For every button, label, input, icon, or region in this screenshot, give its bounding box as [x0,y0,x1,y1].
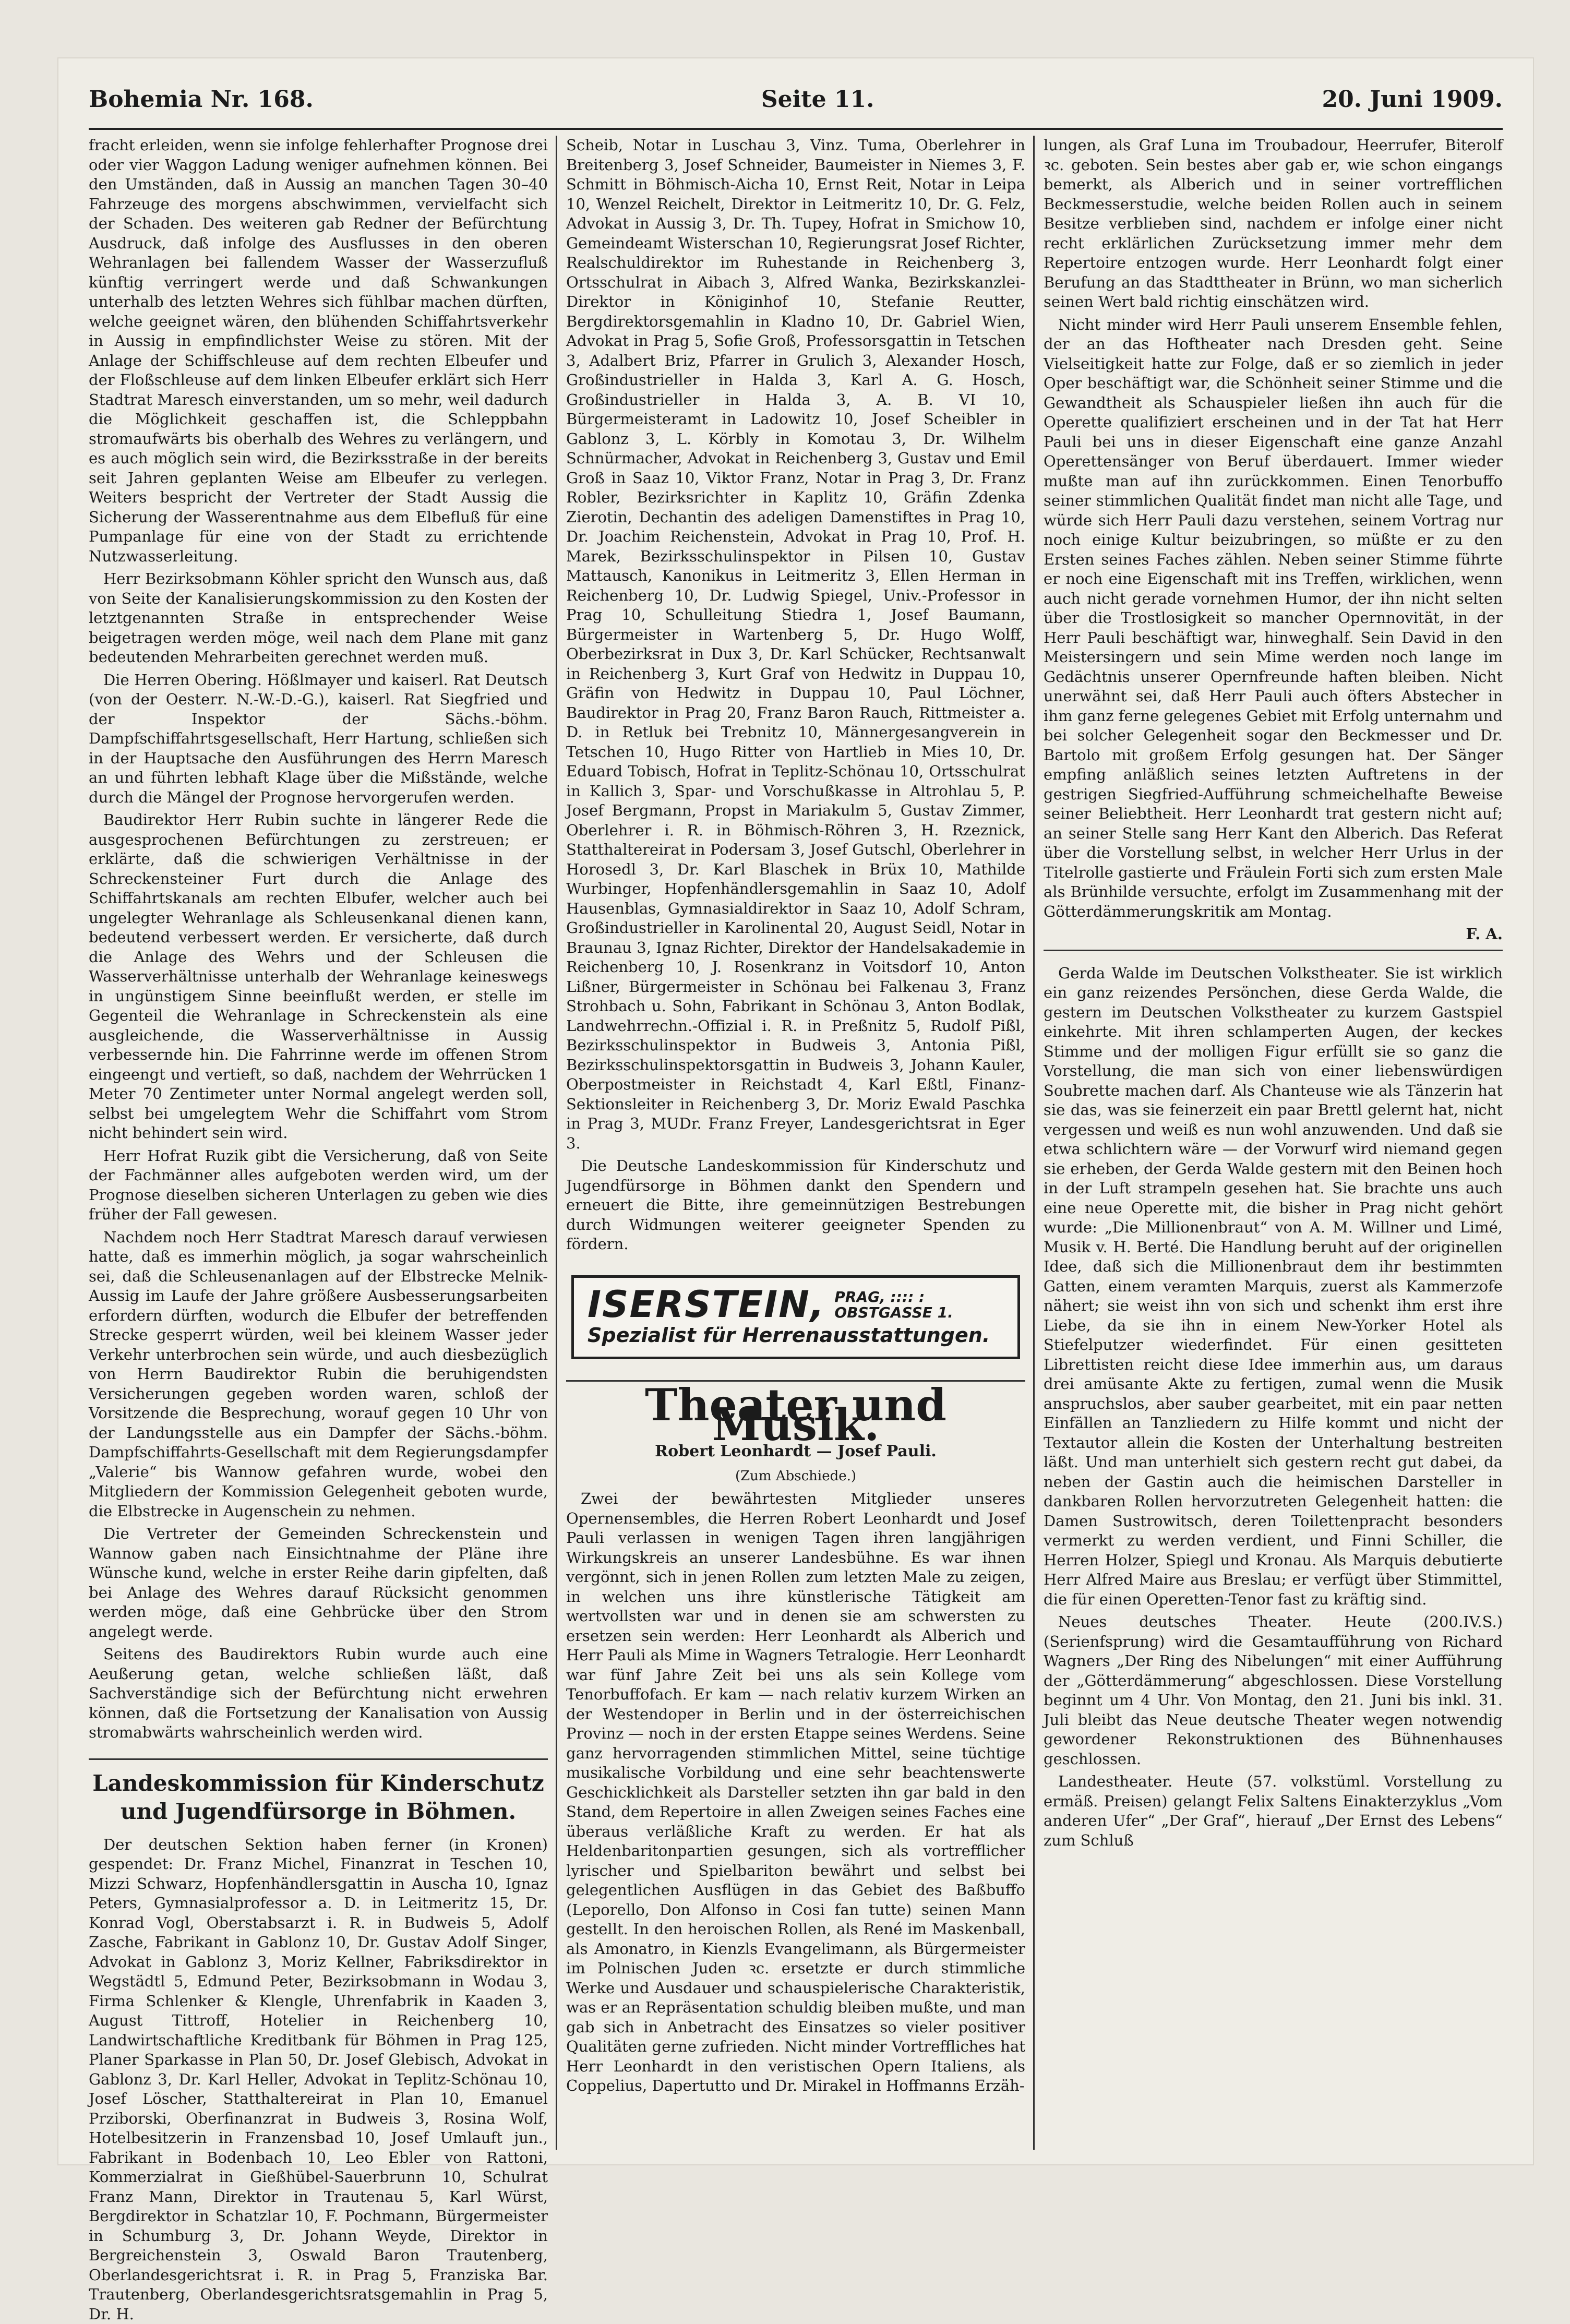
column-1 [89,136,548,2150]
header-rule [89,128,1503,130]
article-paragraph: Neues deutsches Theater. Heute (200.IV.S.) (Serienfsprung) wird die Gesamtaufführung von Richard Wagners „Der Ring des Nibelungen“ mit einer Aufführung der „Götterdämmerung“ abgeschlossen. Diese Vorstellung beginnt um 4 Uhr. Von Montag, den 21. Juni bis inkl. 31. Juli bleibt das Neue deutsche Theater wegen notwendig gewordener Rekonstruktionen des Bühnenhauses geschlossen. [1044,1612,1503,1769]
article-paragraph: Zwei der bewährtesten Mitglieder unseres Opernensembles, die Herren Robert Leonhardt und Josef Pauli verlassen in wenigen Tagen ihren langjährigen Wirkungskreis an unserer Landesbühne. Es war ihnen vergönnt, sich in jenen Rollen zum letzten Male zu zeigen, in welchen uns ihre künstlerische Tätigkeit am wertvollsten war und in denen sie am schwersten zu ersetzen sein werden: Herr Leonhardt als Alberich und Herr Pauli als Mime in Wagners Tetralogie. Herr Leonhardt war fünf Jahre Zeit bei uns als sein Kollege vom Tenorbuffofach. Er kam — nach relativ kurzem Wirken an der Westendoper in Berlin und in der österreichischen Provinz — noch in der ersten Etappe seines Werdens. Seine ganz hervorragenden stimmlichen Mittel, seine tüchtige musikalische Vorbildung und eine sehr beachtenswerte Geschicklichkeit als Darsteller setzten ihn gar bald in den Stand, dem Repertoire in allen Zweigen seines Faches eine überaus verläßliche Kraft zu werden. Er hat als Heldenbaritonpartien gesungen, sich als vortrefflicher lyrischer und Spielbariton bewährt und selbst bei gelegentlichen Ausflügen in das Gebiet des Baßbuffo (Leporello, Don Alfonso in Cosi fan tutte) seinen Mann gestellt. In den heroischen Rollen, als René im Maskenball, als Amonatro, in Kienzls Evangelimann, als Bürgermeister im Polnischen Juden ꝛc. ersetzte er durch stimmliche Werke und Ausdauer und schauspielerische Charakteristik, was er an Repräsentation schuldig bleiben mußte, und man gab sich in Anbetracht des Einsatzes so vieler positiver Qualitäten gerne zufrieden. Nicht minder Vortreffliches hat Herr Leonhardt in den veristischen Opern Italiens, als Coppelius, Dapertutto und Dr. Mirakel in Hoffmanns Erzäh- [566,1489,1025,2096]
article-paragraph: Baudirektor Herr Rubin suchte in längerer Rede die ausgesprochenen Befürchtungen zu zerstreuen; er erklärte, daß die schwierigen Verhältnisse in der Schreckensteiner Furt durch die Anlage des Schiffahrtskanals am rechten Elbufer, welcher auch bei ungelegter Wehranlage als Schleusenkanal dienen kann, bedeutend verbessert werden. Er versicherte, daß durch die Anlage des Wehrs und der Schleusen die Wasserverhältnisse unterhalb der Wehranlage keineswegs in ungünstigem Sinne beeinflußt werden, er stelle im Gegenteil die Wehranlage in Schreckenstein als eine ausgleichende, die Wasserverhältnisse in Aussig verbessernde hin. Die Fahrrinne werde im offenen Strom eingeengt und vertieft, so daß, nachdem der Wehrrücken 1 Meter 70 Zentimeter unter Normal angelegt werden soll, selbst bei umgelegtem Wehr die Schiffahrt vom Strom nicht behindert sein wird. [89,810,548,1143]
article-paragraph: lungen, als Graf Luna im Troubadour, Heerrufer, Biterolf ꝛc. geboten. Sein bestes aber gab er, wie schon eingangs bemerkt, als Alberich und in seiner vortrefflichen Beckmesserstudie, welche beiden Rollen auch in seinem Besitze verblieben sind, nachdem er infolge einer nicht recht erklärlichen Zurücksetzung immer mehr dem Repertoire entzogen wurde. Herr Leonhardt folgt einer Berufung an das Stadttheater in Brünn, wo man sicherlich seinen Wert bald richtig einschätzen wird. [1044,136,1503,312]
ad-company-name: ISERSTEIN, [588,1295,825,1315]
article-paragraph: Die Herren Obering. Hößlmayer und kaiserl. Rat Deutsch (von der Oesterr. N.-W.-D.-G.), kaiserl. Rat Siegfried und der Inspektor der Sächs.-böhm. Dampfschiffahrtsgesellschaft, Herr Hartung, schließen sich in der Hauptsache den Ausführungen des Herrn Maresch an und führten lebhaft Klage über die Mißstände, welche durch die Mängel der Prognose hervorgerufen werden. [89,670,548,808]
column-3 [1044,136,1503,2150]
ad-location-line1: PRAG, :::: : [834,1288,925,1305]
donation-list: Der deutschen Sektion haben ferner (in Kronen) gespendet: Dr. Franz Michel, Finanzrat in Teschen 10, Mizzi Schwarz, Hopfenhändlersgattin in Auscha 10, Ignaz Peters, Gymnasialprofessor a. D. in Leitmeritz 15, Dr. Konrad Vogl, Oberstabsarzt i. R. in Budweis 5, Adolf Zasche, Fabrikant in Gablonz 10, Dr. Gustav Adolf Singer, Advokat in Gablonz 3, Moriz Kellner, Fabriksdirektor in Wegstädtl 5, Edmund Peter, Bezirksobmann in Wodau 3, Firma Schlenker & Klengle, Uhrenfabrik in Kaaden 3, August Tittroff, Hotelier in Reichenberg 10, Landwirtschaftliche Kreditbank für Böhmen in Prag 125, Planer Sparkasse in Plan 50, Dr. Josef Glebisch, Advokat in Gablonz 3, Dr. Karl Heller, Advokat in Teplitz-Schönau 10, Josef Löscher, Statthaltereirat in Plan 10, Emanuel Prziborski, Oberfinanzrat in Budweis 3, Rosina Wolf, Hotelbesitzerin in Franzensbad 10, Josef Umlauft jun., Fabrikant in Bodenbach 10, Leo Ebler von Rattoni, Kommerzialrat in Gießhübel-Sauerbrunn 10, Schulrat Franz Mann, Direktor in Trautenau 5, Karl Würst, Bergdirektor in Schatzlar 10, F. Pochmann, Bürgermeister in Schumburg 3, Dr. Johann Weyde, Direktor in Bergreichenstein 3, Oswald Baron Trautenberg, Oberlandesgerichtsrat i. R. in Prag 5, Franziska Bar. Trautenberg, Oberlandesgerichtsratsgemahlin in Prag 5, Dr. H. [89,1835,548,2324]
article-paragraph: Nachdem noch Herr Stadtrat Maresch darauf verwiesen hatte, daß es immerhin möglich, ja sogar wahrscheinlich sei, daß die Schleusenanlagen auf der Elbstrecke Melnik-Aussig im Laufe der Jahre größere Ausbesserungsarbeiten erfordern dürften, wodurch die Elbufer der betreffenden Strecke gesperrt würden, weil bei kleinem Wasser jeder Verkehr unterbrochen sein würde, und auch diesbezüglich von Herrn Baudirektor Rubin die beruhigendsten Versicherungen gegeben worden waren, schloß der Vorsitzende die Besprechung, worauf gegen 10 Uhr von der Landungsstelle aus ein Dampfer der Sächs.-böhm. Dampfschiffahrts-Gesellschaft mit dem Regierungsdampfer „Valerie“ bis Wannow gefahren wurde, wobei den Mitgliedern der Kommission Gelegenheit geboten wurde, die Elbstrecke in Augenschein zu nehmen. [89,1228,548,1522]
newspaper-page [57,57,1534,2165]
ad-tagline: Spezialist für Herrenausstattungen. [588,1326,1004,1346]
subsection-note: (Zum Abschiede.) [566,1467,1025,1487]
column-rule-2 [1033,136,1035,2150]
section-title-kinderschutz: Landeskommission für Kinderschutz und Jugendfürsorge in Böhmen. [89,1758,548,1826]
article-paragraph: Seitens des Baudirektors Rubin wurde auch eine Aeußerung getan, welche schließen läßt, daß Sachverständige sich der Befürchtung nicht erwehren können, daß die Fortsetzung der Kanalisation von Aussig stromabwärts wahrscheinlich werden wird. [89,1645,548,1743]
article-paragraph: Herr Hofrat Ruzik gibt die Versicherung, daß von Seite der Fachmänner alles aufgeboten werden wird, um der Prognose dieselben sicheren Unterlagen zu geben wie dies früher der Fall gewesen. [89,1146,548,1225]
article-paragraph: Die Vertreter der Gemeinden Schreckenstein und Wannow gaben nach Einsichtnahme der Pläne ihre Wünsche kund, welche in erster Reihe darin gipfelten, daß bei Anlage des Wehres darauf Rücksicht genommen werden möge, daß eine Gehbrücke über den Strom angelegt werde. [89,1524,548,1642]
author-signature: F. A. [1044,925,1503,944]
column-rule-1 [556,136,557,2150]
header-date: 20. Juni 1909. [1322,86,1503,113]
article-paragraph: fracht erleiden, wenn sie infolge fehlerhafter Prognose drei oder vier Waggon Ladung weniger aufnehmen können. Bei den Umständen, daß in Aussig an manchen Tagen 30–40 Fahrzeuge des morgens abschwimmen, vervielfacht sich der Schaden. Des weiteren gab Redner der Befürchtung Ausdruck, daß infolge des Ausflusses in den oberen Wehranlagen bei fallendem Wasser der Wasserzufluß künftig verringert werde und daß Schwankungen unterhalb des letzten Wehres sich fühlbar machen dürften, welche geeignet wären, den blühenden Schiffahrtsverkehr in Aussig in empfindlichster Weise zu stören. Mit der Anlage der Schiffschleuse auf dem rechten Elbeufer und der Floßschleuse auf dem linken Elbeufer erklärt sich Herr Stadtrat Maresch einverstanden, um so mehr, weil dadurch die Möglichkeit geschaffen ist, die Schleppbahn stromaufwärts bis oberhalb des Wehres zu verlängern, und es auch möglich sein wird, die Bezirksstraße in der bereits seit Jahren geplanten Weise am Elbeufer zu verlegen. Weiters bespricht der Vertreter der Stadt Aussig die Sicherung der Wasserentnahme aus dem Elbefluß für eine Pumpanlage für eine von der Stadt zu errichtende Nutzwasserleitung. [89,136,548,566]
article-paragraph: Nicht minder wird Herr Pauli unserem Ensemble fehlen, der an das Hoftheater nach Dresden geht. Seine Vielseitigkeit hatte zur Folge, daß er so ziemlich in jeder Oper beschäftigt war, die Schönheit seiner Stimme und die Gewandtheit als Schauspieler ließen ihn auch für die Operette qualifiziert erscheinen und in der Tat hat Herr Pauli bei uns in dieser Eigenschaft eine ganze Anzahl Operettensänger von Beruf überdauert. Immer wieder mußte man auf ihn zurückkommen. Einen Tenorbuffo seiner stimmlichen Qualität findet man nicht alle Tage, und würde sich Herr Pauli dazu verstehen, seinem Vortrag nur noch einige Kultur beizubringen, so müßte er zu den Ersten seines Faches zählen. Neben seiner Stimme führte er noch eine Eigenschaft mit ins Treffen, wirklichen, wenn auch nicht gerade vornehmen Humor, der ihn nicht selten über die Trostlosigkeit so mancher Opernnovität, in der Herr Pauli beschäftigt war, hinweghalf. Sein David in den Meistersingern und sein Mime werden noch lange im Gedächtnis unserer Opernfreunde haften bleiben. Nicht unerwähnt sei, daß Herr Pauli auch öfters Abstecher in ihm ganz ferne gelegenes Gebiet mit Erfolg unternahm und bei solcher Gelegenheit sogar den Beckmesser und Dr. Bartolo mit großem Erfolg gesungen hat. Der Sänger empfing anläßlich seines letzten Auftretens in der gestrigen Siegfried-Aufführung schmeichelhafte Beweise seiner Beliebtheit. Herr Leonhardt trat gestern nicht auf; an seiner Stelle sang Herr Kant den Alberich. Das Referat über die Vorstellung selbst, in welcher Herr Urlus in der Titelrolle gastierte und Fräulein Forti sich zum ersten Male als Brünhilde versuchte, erfolgt im Zusammenhang mit der Götterdämmerungskritik am Montag. [1044,315,1503,922]
header-page-number: Seite 11. [761,86,874,113]
column-2 [566,136,1025,2150]
article-paragraph: Landestheater. Heute (57. volkstüml. Vorstellung zu ermäß. Preisen) gelangt Felix Saltens Einakterzyklus „Vom anderen Ufer“ „Der Graf“, hierauf „Der Ernst des Lebens“ zum Schluß [1044,1772,1503,1850]
article-paragraph: Die Deutsche Landeskommission für Kinderschutz und Jugendfürsorge in Böhmen dankt den Spendern und erneuert die Bitte, ihre gemeinnützigen Bestrebungen durch Widmungen weiterer geeigneter Spenden zu fördern. [566,1156,1025,1254]
article-paragraph: Herr Bezirksobmann Köhler spricht den Wunsch aus, daß von Seite der Kanalisierungskommission zu den Kosten der letztgenannten Straße in entsprechender Weise beigetragen werden möge, weil nach dem Plane mit ganz bedeutenden Mehrarbeiten gerechnet werden muß. [89,569,548,667]
header-issue: Bohemia Nr. 168. [89,86,314,113]
subsection-title: Robert Leonhardt — Josef Pauli. [566,1442,1025,1462]
page-header [89,78,1503,120]
ad-location-line2: OBSTGASSE 1. [834,1304,953,1321]
advertisement-iserstein [571,1275,1020,1360]
section-title-theater: Theater und Musik. [566,1380,1025,1434]
section-divider [1044,950,1503,957]
donation-list-continued: Scheib, Notar in Luschau 3, Vinz. Tuma, Oberlehrer in Breitenberg 3, Josef Schneider, Baumeister in Niemes 3, F. Schmitt in Böhmisch-Aicha 10, Ernst Reit, Notar in Leipa 10, Wenzel Reichelt, Direktor in Leitmeritz 10, Dr. G. Felz, Advokat in Aussig 3, Dr. Th. Tupey, Hofrat in Smichow 10, Gemeindeamt Wisterschan 10, Regierungsrat Josef Richter, Realschuldirektor im Ruhestande in Reichenberg 3, Ortsschulrat in Aibach 3, Alfred Wanka, Bezirkskanzlei-Direktor in Königinhof 10, Stefanie Reutter, Bergdirektorsgemahlin in Kladno 10, Dr. Gabriel Wien, Advokat in Prag 5, Sofie Groß, Professorsgattin in Tetschen 3, Adalbert Briz, Pfarrer in Grulich 3, Alexander Hosch, Großindustrieller in Halda 3, Karl A. G. Hosch, Großindustrieller in Halda 3, A. B. VI 10, Bürgermeisteramt in Ladowitz 10, Josef Scheibler in Gablonz 3, L. Körbly in Komotau 3, Dr. Wilhelm Schnürmacher, Advokat in Reichenberg 3, Gustav und Emil Groß in Saaz 10, Viktor Franz, Notar in Prag 3, Dr. Franz Robler, Bezirksrichter in Kaplitz 10, Gräfin Zdenka Zierotin, Dechantin des adeligen Damenstiftes in Prag 10, Dr. Joachim Reichenstein, Advokat in Prag 10, Prof. H. Marek, Bezirksschulinspektor in Pilsen 10, Gustav Mattausch, Kanonikus in Leitmeritz 3, Ellen Herman in Reichenberg 10, Dr. Ludwig Spiegel, Univ.-Professor in Prag 10, Schulleitung Stiedra 1, Josef Baumann, Bürgermeister in Wartenberg 5, Dr. Hugo Wolff, Oberbezirksrat in Dux 3, Dr. Karl Schücker, Rechtsanwalt in Reichenberg 3, Kurt Graf von Hedwitz in Duppau 10, Gräfin von Hedwitz in Duppau 10, Paul Löchner, Baudirektor in Prag 20, Franz Baron Rauch, Rittmeister a. D. in Retluk bei Trebnitz 10, Männergesangverein in Tetschen 10, Hugo Ritter von Hartlieb in Mies 10, Dr. Eduard Tobisch, Hofrat in Teplitz-Schönau 10, Ortsschulrat in Kallich 3, Spar- und Vorschußkasse in Altrohlau 5, P. Josef Bergmann, Propst in Mariakulm 5, Gustav Zimmer, Oberlehrer i. R. in Böhmisch-Röhren 3, H. Rzeznick, Statthaltereirat in Podersam 3, Josef Gutschl, Oberlehrer in Horosedl 3, Dr. Karl Blaschek in Brüx 10, Mathilde Wurbinger, Hopfenhändlersgemahlin in Saaz 10, Adolf Hausenblas, Gymnasialdirektor in Saaz 10, Adolf Schram, Großindustrieller in Karolinental 20, August Seidl, Notar in Braunau 3, Ignaz Richter, Direktor der Handelsakademie in Reichenberg 10, J. Rosenkranz in Voitsdorf 10, Anton Lißner, Bürgermeister in Schönau bei Falkenau 3, Franz Strohbach u. Sohn, Fabrikant in Schönau 3, Anton Bodlak, Landwehrrechn.-Offizial i. R. in Preßnitz 5, Rudolf Pißl, Bezirksschulinspektor in Budweis 3, Antonia Pißl, Bezirksschulinspektorsgattin in Budweis 3, Johann Kauler, Oberpostmeister in Reichstadt 4, Karl Eßtl, Finanz-Sektionsleiter in Reichenberg 3, Dr. Moriz Ewald Paschka in Prag 3, MUDr. Franz Freyer, Landesgerichtsrat in Eger 3. [566,136,1025,1153]
article-paragraph: Gerda Walde im Deutschen Volkstheater. Sie ist wirklich ein ganz reizendes Persönchen, diese Gerda Walde, die gestern im Deutschen Volkstheater zu kurzem Gastspiel einkehrte. Mit ihren schlamperten Augen, der keckes Stimme und der molligen Figur erfüllt sie so ganz die Vorstellung, die man sich von einer liebenswürdigen Soubrette machen darf. Als Chanteuse wie als Tänzerin hat sie das, was sie feinerzeit ein paar Brettl gelernt hat, nicht vergessen und weiß es nun wohl anzuwenden. Und daß sie etwa schlichtern wäre — der Vorwurf wird niemand gegen sie erheben, der Gerda Walde gestern mit den Beinen hoch in der Luft strampeln gesehen hat. Sie brachte uns auch eine neue Operette mit, die bisher in Prag nicht gehört wurde: „Die Millionenbraut“ von A. M. Willner und Limé, Musik v. H. Berté. Die Handlung beruht auf der originellen Idee, daß sich die Millionenbraut dem ihr bestimmten Gatten, einem veramten Marquis, zuerst als Kammerzofe nähert; sie weist ihn von sich und schenkt ihm erst ihre Liebe, da sie ihn in einem New-Yorker Hotel als Stiefelputzer wiederfindet. Für einen gesitteten Librettisten reicht diese Idee immerhin aus, um daraus drei amüsante Akte zu fertigen, zumal wenn die Musik anspruchslos, aber sauber gearbeitet, mit ein paar netten Einfällen an Tanzliedern zu Hilfe kommt und nicht der Textautor allein die Kosten der Unterhaltung bestreiten läßt. Und man unterhielt sich gestern recht gut dabei, da neben der Gastin auch die heimischen Darsteller in dankbaren Rollen hervorzutreten Gelegenheit hatten: die Damen Sustrowitsch, deren Toilettenpracht besonders vermerkt zu werden verdient, und Finni Schiller, die Herren Holzer, Spiegl und Kronau. Als Marquis debutierte Herr Alfred Maire aus Breslau; er verfügt über Stimmittel, die für einen Operetten-Tenor fast zu kräftig sind. [1044,964,1503,1610]
